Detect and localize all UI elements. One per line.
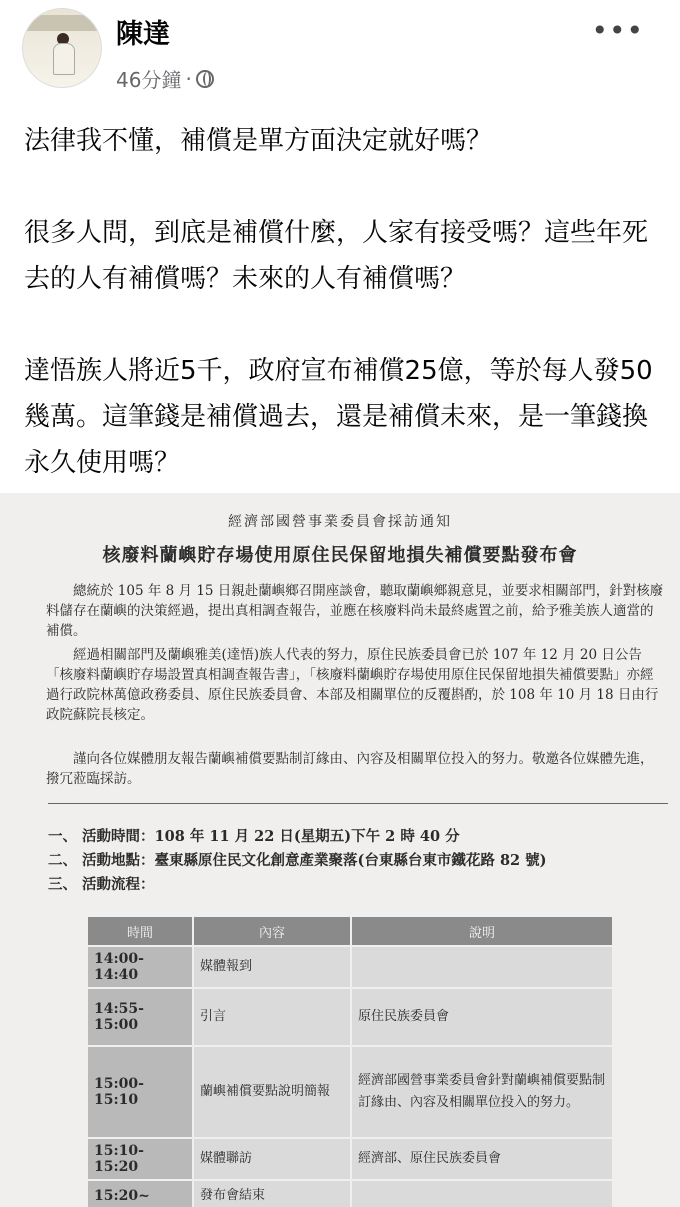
- avatar-banner: [23, 15, 101, 31]
- table-cell-content: 媒體報到: [193, 946, 351, 988]
- avatar[interactable]: [22, 8, 102, 88]
- doc-paragraph: 謹向各位媒體朋友報告蘭嶼補償要點制訂緣由、內容及相關單位投入的努力。敬邀各位媒體先進，撥冗蒞臨採訪。: [46, 751, 654, 787]
- schedule-table: [86, 915, 614, 1207]
- globe-icon[interactable]: [196, 70, 214, 88]
- meta-separator: ·: [185, 66, 192, 91]
- attached-photo[interactable]: [0, 493, 680, 1207]
- table-cell-content: 發布會結束: [193, 1180, 351, 1207]
- doc-header: 經濟部國營事業委員會採訪通知: [228, 514, 452, 530]
- post-body: [24, 118, 664, 532]
- table-cell-time: 15:00-15:10: [87, 1046, 193, 1138]
- table-cell-time: 14:55-15:00: [87, 988, 193, 1046]
- post-paragraph: 法律我不懂，補償是單方面決定就好嗎？: [24, 126, 493, 156]
- table-row: [87, 1138, 613, 1180]
- doc-paragraph: 總統於 105 年 8 月 15 日親赴蘭嶼鄉召開座談會，聽取蘭嶼鄉親意見，並要求相關部門，針對核廢料儲存在蘭嶼的決策經過，提出真相調查報告，並應在核廢料尚未最終處置之前，給予雅美族人適當的補償。: [46, 583, 664, 639]
- table-cell-note: [351, 1180, 613, 1207]
- post-meta: [116, 64, 214, 93]
- post-paragraph: 很多人問，到底是補償什麼，人家有接受嗎？這些年死去的人有補償嗎？未來的人有補償嗎？: [24, 218, 649, 294]
- table-cell-note: [351, 946, 613, 988]
- table-header-cell: 時間: [87, 916, 193, 946]
- table-header-cell: 內容: [193, 916, 351, 946]
- table-row: [87, 1046, 613, 1138]
- doc-divider: [48, 803, 668, 804]
- table-cell-note: 原住民族委員會: [351, 988, 613, 1046]
- post-timestamp[interactable]: 46分鐘: [116, 68, 182, 92]
- avatar-person-body: [53, 43, 75, 75]
- doc-paragraph: 經過相關部門及蘭嶼雅美(達悟)族人代表的努力，原住民族委員會已於 107 年 12 月 20 日公告「核廢料蘭嶼貯存場設置真相調查報告書」，「核廢料蘭嶼貯存場使用原住民保留地損失補償要點」亦經過行政院林萬億政務委員、原住民族委員會、本部及相關單位的反覆斟酌，於 108 年 10 月 18 日由行政院蘇院長核定。: [46, 647, 659, 723]
- table-cell-content: 媒體聯訪: [193, 1138, 351, 1180]
- table-header-row: [87, 916, 613, 946]
- more-options-icon[interactable]: •••: [591, 14, 644, 47]
- table-cell-time: 15:20~: [87, 1180, 193, 1207]
- table-cell-content: 蘭嶼補償要點說明簡報: [193, 1046, 351, 1138]
- table-cell-content: 引言: [193, 988, 351, 1046]
- table-header-cell: 說明: [351, 916, 613, 946]
- doc-item-schedule: 三、 活動流程：: [48, 876, 155, 893]
- table-row: [87, 988, 613, 1046]
- author-name[interactable]: 陳達: [116, 19, 170, 50]
- post-header: [0, 0, 680, 110]
- doc-title: 核廢料蘭嶼貯存場使用原住民保留地損失補償要點發布會: [102, 545, 578, 566]
- table-cell-time: 14:00-14:40: [87, 946, 193, 988]
- table-cell-note: 經濟部國營事業委員會針對蘭嶼補償要點制訂緣由、內容及相關單位投入的努力。: [351, 1046, 613, 1138]
- table-row: [87, 1180, 613, 1207]
- table-cell-time: 15:10-15:20: [87, 1138, 193, 1180]
- table-cell-note: 經濟部、原住民族委員會: [351, 1138, 613, 1180]
- table-row: [87, 946, 613, 988]
- post-paragraph: 達悟族人將近5千，政府宣布補償25億，等於每人發50幾萬。這筆錢是補償過去，還是補償未來，是一筆錢換永久使用嗎？: [24, 356, 653, 478]
- doc-item-time: 一、 活動時間：108 年 11 月 22 日(星期五)下午 2 時 40 分: [48, 828, 460, 845]
- doc-item-location: 二、 活動地點：臺東縣原住民文化創意產業聚落(台東縣台東市鐵花路 82 號): [48, 852, 547, 869]
